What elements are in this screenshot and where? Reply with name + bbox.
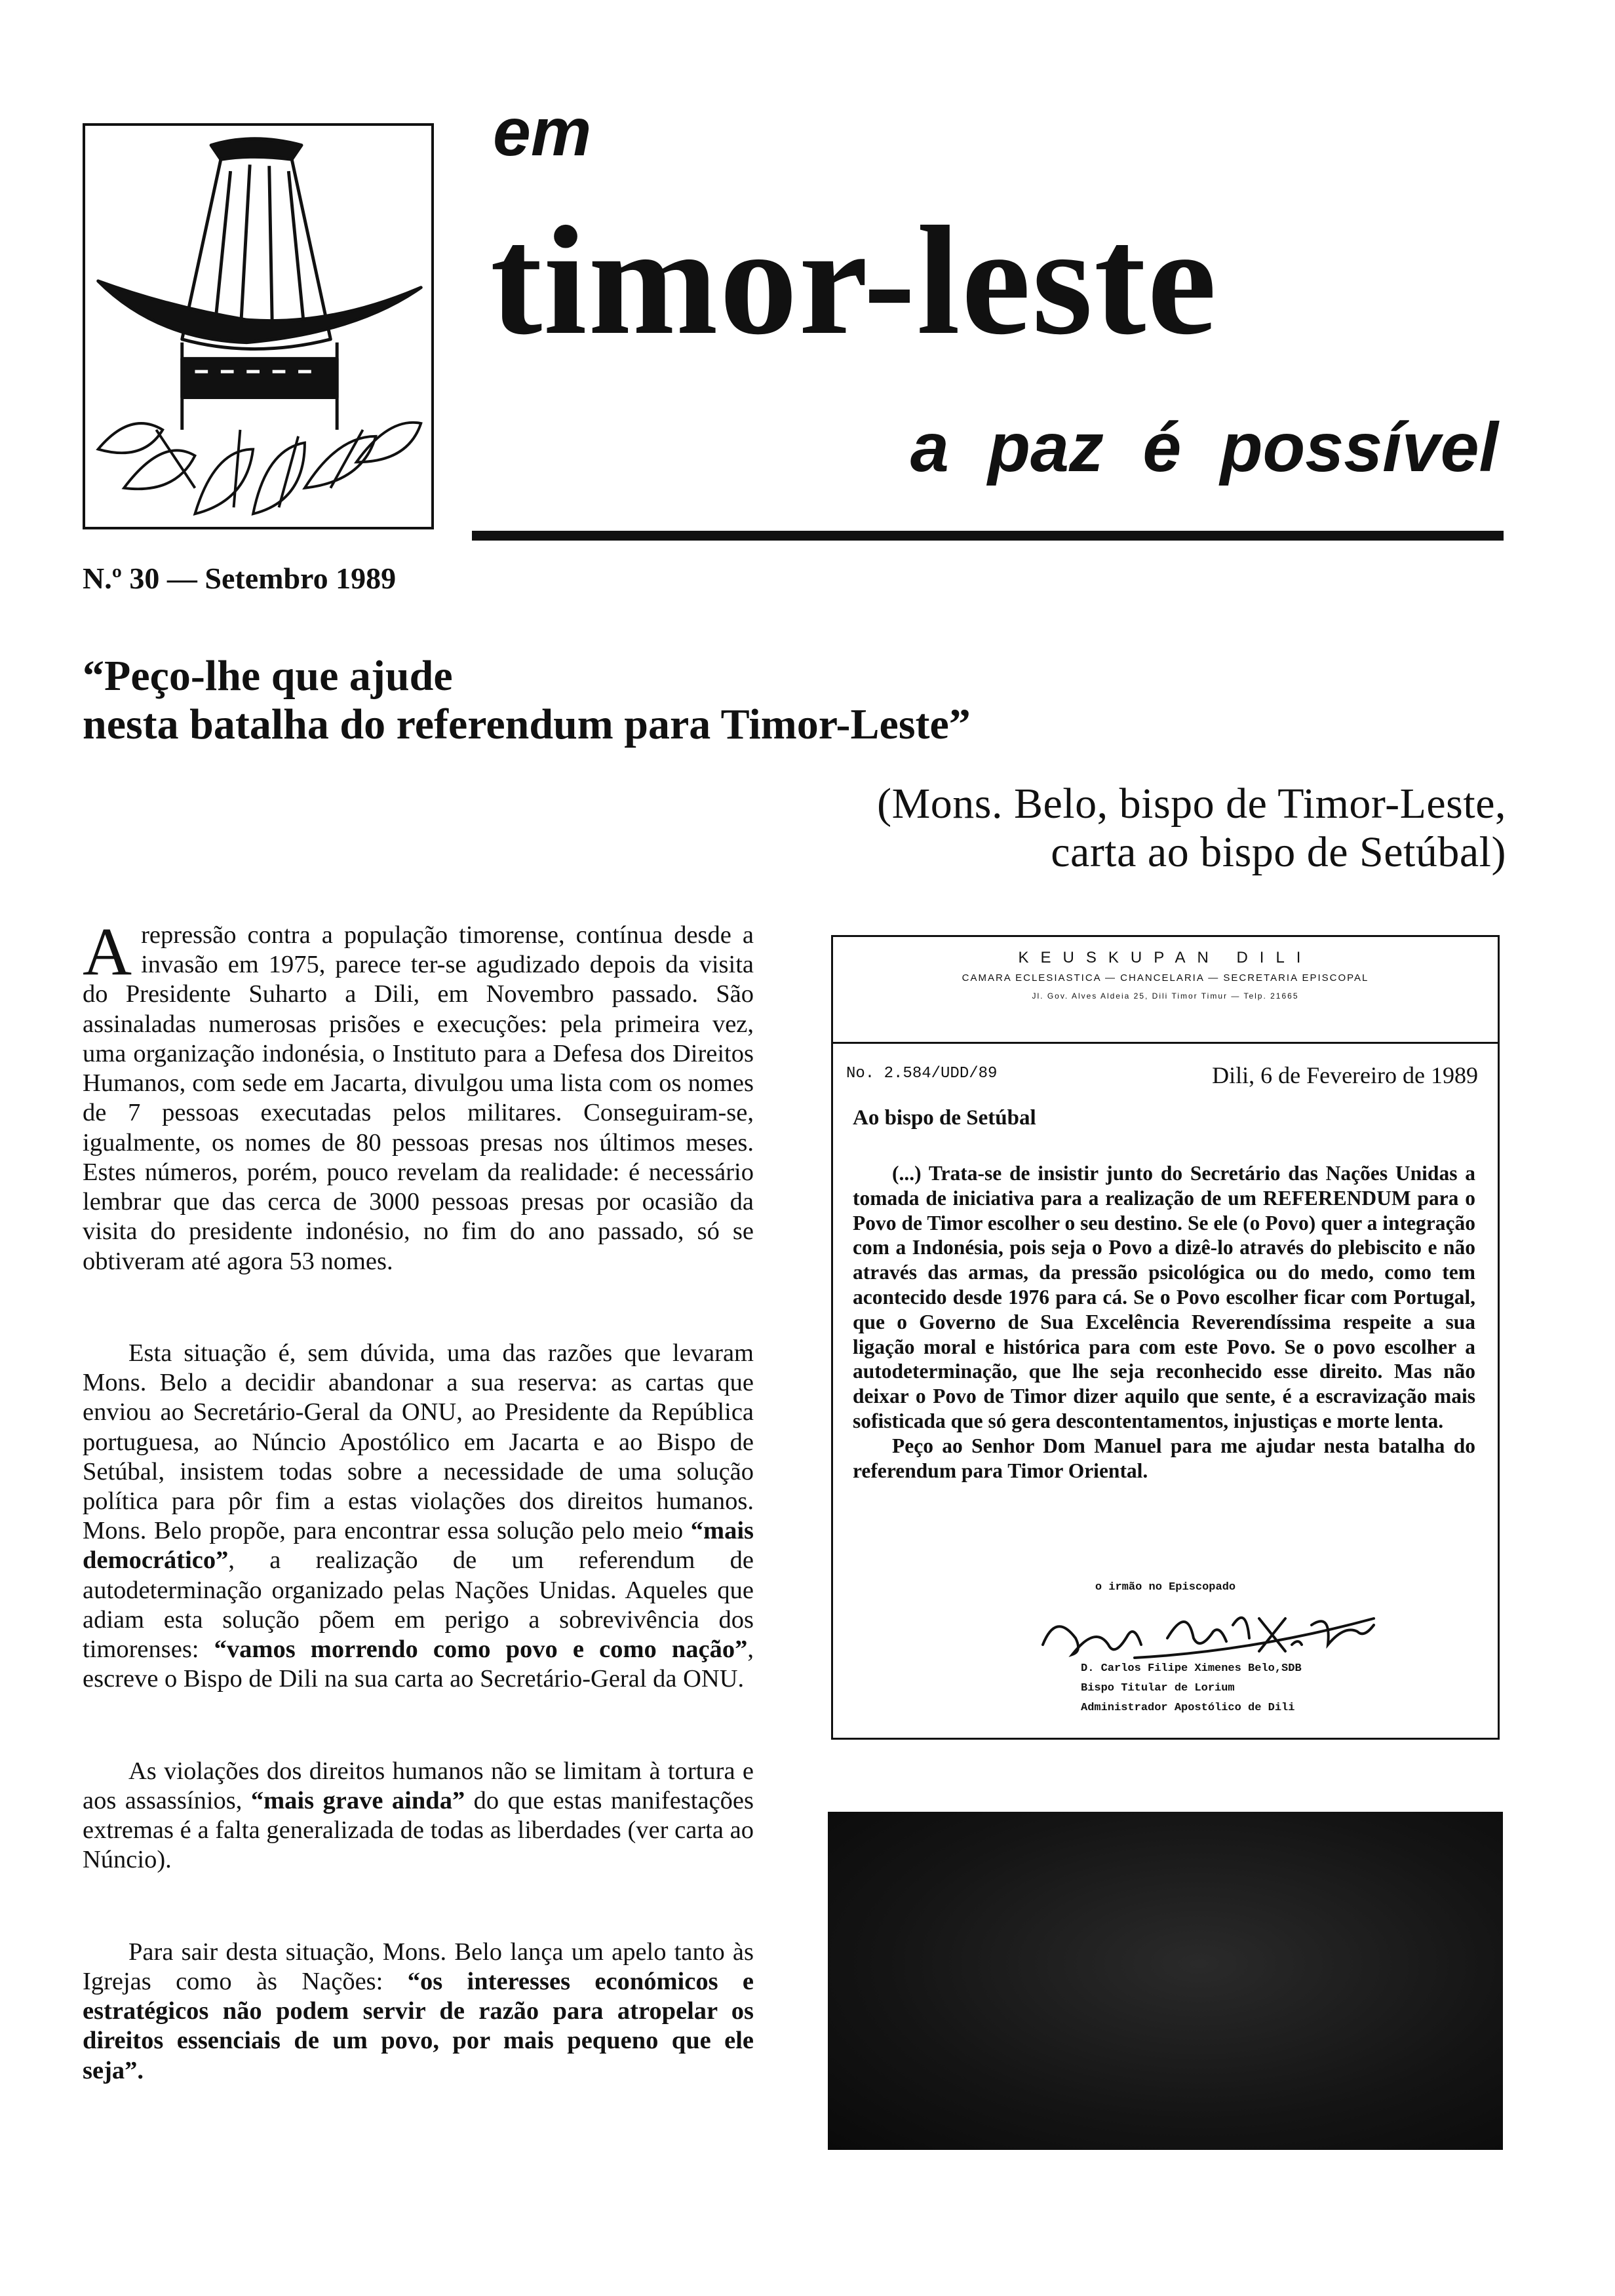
article-paragraph-1 (83, 914, 754, 1276)
letter-reference-number: No. 2.584/UDD/89 (846, 1065, 998, 1082)
signer-name: D. Carlos Filipe Ximenes Belo,SDB (1081, 1662, 1302, 1675)
letter-organization: KEUSKUPAN DILI (1018, 949, 1313, 966)
paragraph-3-quote: “mais grave ainda” (250, 1786, 465, 1814)
letter-signer-block (1081, 1659, 1302, 1717)
paragraph-4-text: Para sair desta situação, Mons. Belo lança um apelo tanto às Igrejas como às Nações: (83, 1938, 754, 1995)
letter-letterhead (833, 949, 1498, 1001)
masthead-em: em (493, 94, 592, 170)
letter-department: CAMARA ECLESIASTICA — CHANCELARIA — SECRETARIA EPISCOPAL (962, 972, 1369, 984)
issue-number-date: N.º 30 — Setembro 1989 (83, 562, 397, 595)
letterhead-divider (833, 1042, 1498, 1044)
attribution-line-2: carta ao bispo de Setúbal) (1051, 828, 1506, 876)
paragraph-4-quote: “os interesses económicos e estratégicos não podem servir de razão para atropelar os direitos essenciais de um povo, por mais pequeno que ele seja”. (83, 1967, 754, 2084)
attribution-line-1: (Mons. Belo, bispo de Timor-Leste, (877, 780, 1506, 828)
masthead-slogan: a paz é possível (910, 409, 1498, 486)
article-paragraph-4 (83, 1938, 754, 2086)
paragraph-3-text-b: do que estas manifestações extremas é a falta generalizada de todas as liberdades (ver carta ao Núncio). (83, 1786, 754, 1874)
headline (83, 652, 1328, 749)
paragraph-2-text-a: Esta situação é, sem dúvida, uma das razões que levaram Mons. Belo a decidir abandonar a sua reserva: as cartas que enviou ao Secretário-Geral da ONU, ao Presidente da República portuguesa, ao Núncio Apostólico em Jacarta e ao Bispo de Setúbal, insistem todas sobre a necessidade de uma solução política para pôr fim a estas violações dos direitos humanos. Mons. Belo propõe, para encontrar essa solução pelo meio (83, 1339, 754, 1545)
article-body (83, 914, 754, 2086)
paragraph-2-text-b: , a realização de um referendum de autodeterminação organizado pelas Nações Unidas. Aqueles que adiam esta solução põem em perigo a sobrevivência dos timorenses: (83, 1546, 754, 1664)
paragraph-2-quote-1: “mais democrático” (83, 1517, 754, 1575)
letter-body (853, 1161, 1475, 1483)
letter-closing: o irmão no Episcopado (1095, 1581, 1236, 1594)
drop-cap: A (83, 914, 132, 989)
article-paragraph-3 (83, 1757, 754, 1875)
masthead-title: timor-leste (490, 195, 1218, 367)
letter-greeting: Ao bispo de Setúbal (853, 1106, 1036, 1130)
headline-attribution (877, 780, 1506, 877)
signer-title: Bispo Titular de Lorium (1081, 1681, 1235, 1694)
paragraph-2-text-c: , escreve o Bispo de Dili na sua carta ao Secretário-Geral da ONU. (83, 1636, 754, 1693)
letter-paragraph-1: (...) Trata-se de insistir junto do Secretário das Nações Unidas a tomada de iniciativa para a realização de um REFERENDUM para o Povo de Timor escolher o seu destino. Se ele (o Povo) quer a integração com a Indonésia, pois seja o Povo a dizê-lo através do plebiscito e não através das armas, da pressão psicológica ou do medo, como tem acontecido desde 1976 para cá. Se o Povo escolher ficar com Portugal, que o Governo de Sua Excelência Reverendíssima respeite a sua ligação moral e histórica para com este Povo. Se o povo escolher a autodeterminação, que lhe seja reconhecido esse direito. Mas não deixar o Povo de Timor dizer aquilo que sente, é a escravização mais sofisticada que só gera descontentamentos, injustiças e morte lenta. (853, 1162, 1475, 1432)
masthead-logo (83, 123, 434, 529)
paragraph-1-text: repressão contra a população timorense, contínua desde a invasão em 1975, parece ter-se agudizado depois da visita do Presidente Suharto a Dili, em Novembro passado. São assinaladas numerosas prisões e execuções: pela primeira vez, uma organização indonésia, o Instituto para a Defesa dos Direitos Humanos, com sede em Jacarta, divulgou uma lista com os nomes de 7 pessoas executadas pelos militares. Conseguiram-se, igualmente, os nomes de 80 pessoas presas nos últimos meses. Estes números, porém, pouco revelam da realidade: é necessário lembrar que das cerca de 3000 pessoas presas por ocasião da visita do presidente indonésio, no fim do ano passado, só se obtiveram até agora 53 nomes. (83, 921, 754, 1275)
paragraph-2-quote-2: “vamos morrendo como povo e como nação” (214, 1636, 748, 1664)
article-paragraph-2 (83, 1339, 754, 1694)
letter-date: Dili, 6 de Fevereiro de 1989 (1212, 1062, 1478, 1088)
headline-line-1: “Peço-lhe que ajude (83, 652, 453, 700)
paragraph-3-text-a: As violações dos direitos humanos não se limitam à tortura e aos assassínios, (83, 1757, 754, 1814)
traditional-timorese-house-icon (85, 126, 431, 527)
letter-facsimile (831, 935, 1500, 1740)
signer-office: Administrador Apostólico de Dili (1081, 1701, 1295, 1714)
masthead-rule (472, 531, 1504, 541)
letter-paragraph-2: Peço ao Senhor Dom Manuel para me ajudar nesta batalha do referendum para Timor Oriental. (853, 1434, 1475, 1482)
headline-line-2: nesta batalha do referendum para Timor-Leste” (83, 700, 971, 748)
dark-photograph (828, 1812, 1503, 2150)
letter-address: Jl. Gov. Alves Aldeia 25, Dili Timor Timur — Telp. 21665 (1032, 991, 1299, 1001)
